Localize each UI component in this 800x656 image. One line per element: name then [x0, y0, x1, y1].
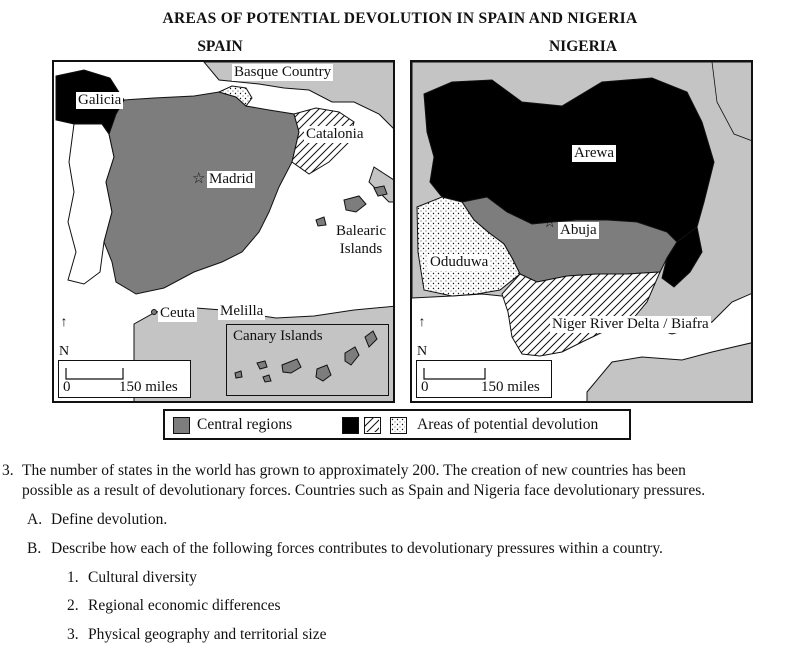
map-title: AREAS OF POTENTIAL DEVOLUTION IN SPAIN AND NIGERIA: [162, 10, 638, 27]
ceuta-marker: [152, 310, 157, 315]
label-arewa: Arewa: [574, 145, 614, 161]
item-3-number: 3.: [67, 626, 79, 643]
balearic-islands-shape: [344, 196, 366, 212]
spain-central-region: [104, 92, 299, 294]
label-niger-river-delta-biafra: Niger River Delta / Biafra: [552, 316, 709, 332]
label-ceuta: Ceuta: [160, 305, 195, 321]
question-number: 3.: [2, 462, 14, 479]
nigeria-map: [410, 60, 753, 403]
canary-island-shape-5: [316, 365, 331, 381]
balearic-islands-shape-2: [374, 186, 387, 196]
part-b-label: B.: [27, 540, 42, 557]
part-b-text: Describe how each of the following forces contributes to devolutionary pressures within a country.: [51, 540, 663, 557]
map-legend: [163, 409, 631, 440]
legend-black-swatch: [342, 417, 359, 434]
coast-land-lower: [587, 342, 753, 403]
portugal-land: [68, 124, 114, 284]
item-2-number: 2.: [67, 597, 79, 614]
canary-islands-graphic: [227, 325, 387, 395]
capital-star-icon-nigeria: ☆: [543, 215, 557, 231]
label-catalonia: Catalonia: [306, 126, 364, 142]
spain-heading: SPAIN: [197, 38, 243, 55]
label-basque-country: Basque Country: [234, 64, 332, 80]
capital-star-icon: ☆: [192, 171, 206, 187]
canary-island-shape-2: [257, 361, 267, 369]
italy-land: [369, 167, 395, 202]
canary-island-shape-3: [263, 375, 271, 382]
label-canary-islands: Canary Islands: [233, 328, 323, 344]
part-a-label: A.: [27, 511, 43, 528]
canary-island-shape-4: [282, 359, 301, 373]
north-label: N: [58, 344, 70, 359]
part-a-text: Define devolution.: [51, 511, 168, 528]
canary-island-shape-6: [345, 347, 359, 365]
item-2-text: Regional economic differences: [88, 597, 281, 614]
label-oduduwa: Oduduwa: [430, 254, 489, 270]
question-line-1: The number of states in the world has grown to approximately 200. The creation of new countries has been: [22, 462, 686, 479]
nigeria-scale-box: [416, 360, 552, 398]
legend-dots-swatch: [390, 417, 407, 434]
legend-central-label: Central regions: [197, 416, 293, 433]
spain-scale-box: [58, 360, 191, 398]
legend-central-swatch: [173, 417, 190, 434]
canary-island-shape-7: [365, 331, 377, 347]
item-1-text: Cultural diversity: [88, 569, 197, 586]
legend-hatch-swatch: [364, 417, 381, 434]
label-galicia: Galicia: [78, 92, 122, 108]
north-arrow-icon-nigeria: ↑: [418, 315, 426, 330]
scale-zero: 0: [63, 379, 71, 395]
label-balearic-islands: Balearic Islands: [329, 222, 393, 258]
question-line-2: possible as a result of devolutionary forces. Countries such as Spain and Nigeria face devolutionary pressures.: [22, 482, 706, 499]
label-melilla: Melilla: [220, 303, 264, 319]
canary-islands-inset: [226, 324, 389, 396]
north-arrow-icon: ↑: [60, 315, 68, 330]
balearic-islands-shape-3: [316, 217, 326, 226]
item-1-number: 1.: [67, 569, 79, 586]
north-label-nigeria: N: [416, 344, 428, 359]
scale-label: 150 miles: [119, 379, 178, 395]
spain-map: [52, 60, 395, 403]
scale-label-nigeria: 150 miles: [481, 379, 540, 395]
label-madrid: Madrid: [209, 171, 254, 187]
nigeria-heading: NIGERIA: [548, 38, 618, 55]
scale-zero-nigeria: 0: [421, 379, 429, 395]
canary-island-shape: [235, 371, 242, 378]
label-abuja: Abuja: [560, 222, 597, 238]
biafra-region: [502, 272, 660, 356]
item-3-text: Physical geography and territorial size: [88, 626, 327, 643]
legend-devolution-label: Areas of potential devolution: [417, 416, 599, 433]
